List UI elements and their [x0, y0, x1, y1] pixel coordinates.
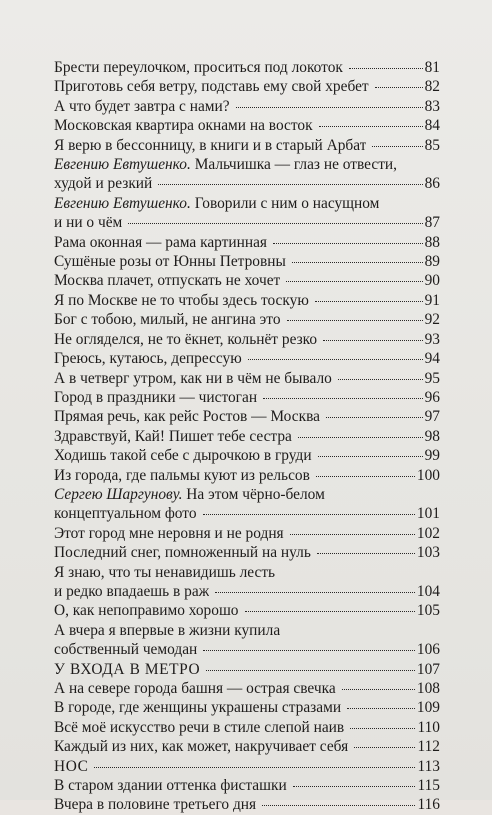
dot-leader — [375, 86, 423, 88]
toc-entry — [54, 155, 440, 194]
toc-entry-line — [54, 795, 440, 814]
page-number: 106 — [416, 641, 440, 659]
toc-entry-line — [54, 563, 440, 582]
toc-entry — [54, 563, 440, 602]
toc-entry-text: и редко впадаешь в раж — [54, 582, 210, 600]
toc-entry-title — [54, 776, 287, 795]
toc-entry-title — [54, 97, 230, 116]
dot-leader — [287, 319, 423, 321]
toc-entry-line — [54, 291, 440, 310]
toc-entry-line — [54, 136, 440, 155]
toc-entry-title — [54, 718, 344, 737]
toc-entry-title — [54, 271, 280, 290]
toc-entry-title — [54, 446, 312, 465]
page-number: 93 — [424, 330, 440, 348]
toc-entry — [54, 369, 440, 388]
dot-leader — [128, 222, 422, 224]
page-number: 101 — [416, 505, 440, 523]
toc-entry-text: Я знаю, что ты ненавидишь лесть — [54, 563, 276, 581]
toc-entry-line — [54, 213, 440, 232]
toc-entry — [54, 679, 440, 698]
toc-entry-text: собственный чемодан — [54, 641, 198, 659]
toc-entry-title — [54, 640, 197, 659]
dot-leader — [338, 378, 423, 380]
toc-entry-line — [54, 233, 440, 252]
toc-entry-title — [54, 757, 88, 776]
page-number: 97 — [424, 408, 440, 426]
toc-entry — [54, 233, 440, 252]
dot-leader — [158, 183, 422, 185]
toc-entry-text: Говорили с ним о насущном — [194, 194, 380, 212]
toc-entry-line — [54, 407, 440, 426]
toc-entry — [54, 601, 440, 620]
page-number: 86 — [424, 175, 440, 193]
page-number: 94 — [424, 350, 440, 368]
toc-entry-title — [54, 563, 275, 582]
toc-entry-text: Прямая речь, как рейс Ростов — Москва — [54, 408, 320, 426]
toc-entry-title — [54, 679, 336, 698]
toc-entry-title — [54, 77, 369, 96]
toc-entry-text: и ни о чём — [54, 214, 123, 232]
page-number: 90 — [424, 272, 440, 290]
toc-entry-line — [54, 718, 440, 737]
toc-entry-text: У ВХОДА В МЕТРО — [54, 660, 201, 678]
toc-entry-line — [54, 446, 440, 465]
toc-entry-line — [54, 252, 440, 271]
page-number: 98 — [424, 427, 440, 445]
dot-leader — [298, 436, 423, 438]
toc-entry-line — [54, 369, 440, 388]
toc-entry — [54, 737, 440, 756]
toc-entry-dedication: Сергею Шаргунову. — [54, 485, 183, 503]
dot-leader — [245, 610, 415, 612]
page-number: 100 — [416, 466, 440, 484]
toc-entry — [54, 349, 440, 368]
toc-entry-title — [54, 194, 379, 213]
dot-leader — [372, 145, 422, 147]
toc-entry-title — [54, 330, 317, 349]
page-number: 95 — [424, 369, 440, 387]
dot-leader — [317, 552, 415, 554]
page-number: 81 — [424, 59, 440, 76]
toc-entry — [54, 776, 440, 795]
toc-entry-text: НОС — [54, 757, 89, 775]
toc-entry-title — [54, 155, 397, 174]
toc-entry — [54, 407, 440, 426]
toc-entry-line — [54, 466, 440, 485]
toc-entry-line — [54, 174, 440, 193]
toc-entry-title — [54, 252, 286, 271]
toc-entry-title — [54, 621, 280, 640]
dot-leader — [215, 591, 415, 593]
toc-entry-title — [54, 58, 343, 77]
toc-entry-title — [54, 174, 152, 193]
dot-leader — [236, 106, 423, 108]
toc-entry-line — [54, 621, 440, 640]
toc-entry-text: В городе, где женщины украшены стразами — [54, 699, 342, 717]
toc-entry-title — [54, 795, 256, 814]
toc-entry-line — [54, 543, 440, 562]
dot-leader — [354, 746, 415, 748]
toc-entry-line — [54, 155, 440, 174]
toc-entry-title — [54, 388, 257, 407]
toc-entry-text: Приготовь себя ветру, подставь ему свой хребет — [54, 78, 369, 96]
toc-entry — [54, 310, 440, 329]
toc-entry — [54, 427, 440, 446]
toc-entry-line — [54, 660, 440, 679]
toc-entry — [54, 485, 440, 524]
toc-entry-title — [54, 213, 122, 232]
toc-entry — [54, 795, 440, 814]
toc-entry-line — [54, 582, 440, 601]
toc-entry-line — [54, 757, 440, 776]
toc-entry-dedication: Евгению Евтушенко. — [54, 194, 191, 212]
toc-entry-title — [54, 310, 281, 329]
toc-entry-text: Каждый из них, как может, накручивает себя — [54, 738, 349, 756]
toc-entry — [54, 388, 440, 407]
toc-entry-title — [54, 407, 320, 426]
toc-entry-text: Из города, где пальмы куют из рельсов — [54, 466, 310, 484]
toc-entry-text: Мальчишка — глаз не отвести, — [194, 156, 398, 174]
toc-entry-text: Ходишь такой себе с дырочкою в груди — [54, 447, 312, 465]
page-number: 104 — [416, 582, 440, 600]
toc-entry-line — [54, 698, 440, 717]
dot-leader — [263, 397, 423, 399]
toc-entry-text: Рама оконная — рама картинная — [54, 233, 268, 251]
page-number: 82 — [424, 78, 440, 96]
dot-leader — [323, 339, 423, 341]
dot-leader — [347, 707, 415, 709]
toc-entry — [54, 271, 440, 290]
toc-entry-text: А на севере города башня — острая свечка — [54, 680, 336, 697]
toc-entry-line — [54, 349, 440, 368]
page-number: 96 — [424, 388, 440, 406]
toc-entry-text: Здравствуй, Кай! Пишет тебе сестра — [54, 427, 292, 445]
toc-entry-text: Всё моё искусство речи в стиле слепой наив — [54, 718, 345, 736]
toc-entry — [54, 58, 440, 77]
dot-leader — [293, 785, 416, 787]
page-number: 89 — [424, 253, 440, 271]
toc-entry-line — [54, 310, 440, 329]
page-number: 84 — [424, 117, 440, 135]
toc-entry-text: А в четверг утром, как ни в чём не бывало — [54, 369, 332, 387]
toc-entry-title — [54, 737, 348, 756]
page-number: 103 — [416, 544, 440, 562]
toc-entry — [54, 660, 440, 679]
toc-entry-line — [54, 97, 440, 116]
toc-entry-title — [54, 504, 197, 523]
page-number: 83 — [424, 97, 440, 115]
toc-entry — [54, 291, 440, 310]
dot-leader — [316, 475, 415, 477]
dot-leader — [342, 688, 415, 690]
table-of-contents — [54, 58, 440, 815]
toc-entry-title — [54, 582, 209, 601]
toc-entry-title — [54, 524, 284, 543]
page-number: 116 — [417, 796, 440, 814]
toc-entry-title — [54, 601, 239, 620]
page-number: 105 — [416, 602, 440, 620]
toc-entry — [54, 698, 440, 717]
page-number: 110 — [417, 718, 440, 736]
page-number: 85 — [424, 136, 440, 154]
toc-entry — [54, 466, 440, 485]
dot-leader — [203, 513, 415, 515]
toc-entry-text: Сушёные розы от Юнны Петровны — [54, 253, 286, 271]
toc-entry — [54, 252, 440, 271]
page-number: 108 — [416, 680, 440, 697]
toc-entry-text: Последний снег, помноженный на нуль — [54, 544, 311, 562]
dot-leader — [203, 649, 415, 651]
dot-leader — [350, 727, 415, 729]
page-number: 91 — [424, 291, 440, 309]
toc-entry-line — [54, 737, 440, 756]
toc-entry-text: Не огляделся, не то ёкнет, кольнёт резко — [54, 330, 318, 348]
toc-entry — [54, 524, 440, 543]
toc-entry-text: А что будет завтра с нами? — [54, 97, 230, 115]
toc-entry-text: Бог с тобою, милый, не ангина это — [54, 311, 281, 329]
toc-entry-text: концептуальном фото — [54, 505, 197, 523]
dot-leader — [248, 358, 423, 360]
page-number: 88 — [424, 233, 440, 251]
page-number: 92 — [424, 311, 440, 329]
dot-leader — [349, 67, 423, 69]
toc-entry-line — [54, 601, 440, 620]
toc-entry-text: Греюсь, кутаюсь, депрессую — [54, 350, 242, 368]
toc-entry-title — [54, 543, 311, 562]
toc-entry-text: Этот город мне неровня и не родня — [54, 524, 284, 542]
toc-entry — [54, 116, 440, 135]
toc-entry-line — [54, 640, 440, 659]
toc-entry-title — [54, 660, 200, 679]
toc-entry-line — [54, 116, 440, 135]
toc-entry — [54, 718, 440, 737]
toc-entry-line — [54, 679, 440, 698]
toc-entry-line — [54, 194, 440, 213]
toc-entry-title — [54, 485, 325, 504]
dot-leader — [315, 300, 423, 302]
dot-leader — [206, 669, 415, 671]
toc-entry-text: Я верю в бессонницу, в книги и в старый Арбат — [54, 136, 367, 154]
toc-entry-line — [54, 485, 440, 504]
page-number: 99 — [424, 447, 440, 465]
toc-entry — [54, 77, 440, 96]
toc-entry — [54, 446, 440, 465]
toc-entry — [54, 97, 440, 116]
dot-leader — [326, 416, 423, 418]
toc-entry — [54, 621, 440, 660]
page-number: 102 — [416, 524, 440, 542]
page-number: 112 — [417, 738, 440, 756]
toc-entry-text: На этом чёрно-белом — [186, 485, 325, 503]
dot-leader — [286, 280, 422, 282]
toc-entry — [54, 136, 440, 155]
toc-entry-line — [54, 271, 440, 290]
toc-entry-line — [54, 330, 440, 349]
toc-entry-title — [54, 136, 366, 155]
page-number: 107 — [416, 660, 440, 678]
toc-entry-text: В старом здании оттенка фисташки — [54, 777, 287, 795]
toc-entry-line — [54, 504, 440, 523]
dot-leader — [94, 766, 415, 768]
toc-entry-line — [54, 524, 440, 543]
toc-entry-line — [54, 776, 440, 795]
toc-entry-text: Город в праздники — чистоган — [54, 388, 258, 406]
dot-leader — [262, 804, 415, 806]
toc-entry-title — [54, 349, 242, 368]
toc-entry-title — [54, 116, 313, 135]
dot-leader — [292, 261, 423, 263]
dot-leader — [290, 533, 415, 535]
toc-entry-text: Московская квартира окнами на восток — [54, 117, 313, 135]
toc-entry-title — [54, 291, 309, 310]
toc-entry — [54, 543, 440, 562]
dot-leader — [319, 125, 423, 127]
dot-leader — [318, 455, 423, 457]
toc-entry-text: А вчера я впервые в жизни купила — [54, 621, 281, 639]
toc-entry-text: Брести переулочком, проситься под локоток — [54, 59, 343, 76]
toc-entry — [54, 194, 440, 233]
toc-entry-text: О, как непоправимо хорошо — [54, 602, 239, 620]
toc-entry-title — [54, 233, 267, 252]
toc-entry-text: худой и резкий — [54, 175, 153, 193]
toc-entry-text: Я по Москве не то чтобы здесь тоскую — [54, 291, 309, 309]
toc-entry-title — [54, 369, 332, 388]
toc-entry-title — [54, 427, 292, 446]
toc-entry-line — [54, 427, 440, 446]
toc-entry — [54, 757, 440, 776]
page-number: 113 — [417, 757, 440, 775]
toc-entry-text: Москва плачет, отпускать не хочет — [54, 272, 281, 290]
toc-entry-line — [54, 77, 440, 96]
toc-entry-text: Вчера в половине третьего дня — [54, 796, 257, 814]
toc-entry-line — [54, 58, 440, 77]
page-number: 109 — [416, 699, 440, 717]
toc-entry-title — [54, 466, 310, 485]
page-number: 87 — [424, 214, 440, 232]
toc-entry-title — [54, 698, 341, 717]
dot-leader — [273, 242, 423, 244]
toc-entry-dedication: Евгению Евтушенко. — [54, 156, 191, 174]
toc-entry-line — [54, 388, 440, 407]
page-number: 115 — [417, 777, 440, 795]
toc-entry — [54, 330, 440, 349]
